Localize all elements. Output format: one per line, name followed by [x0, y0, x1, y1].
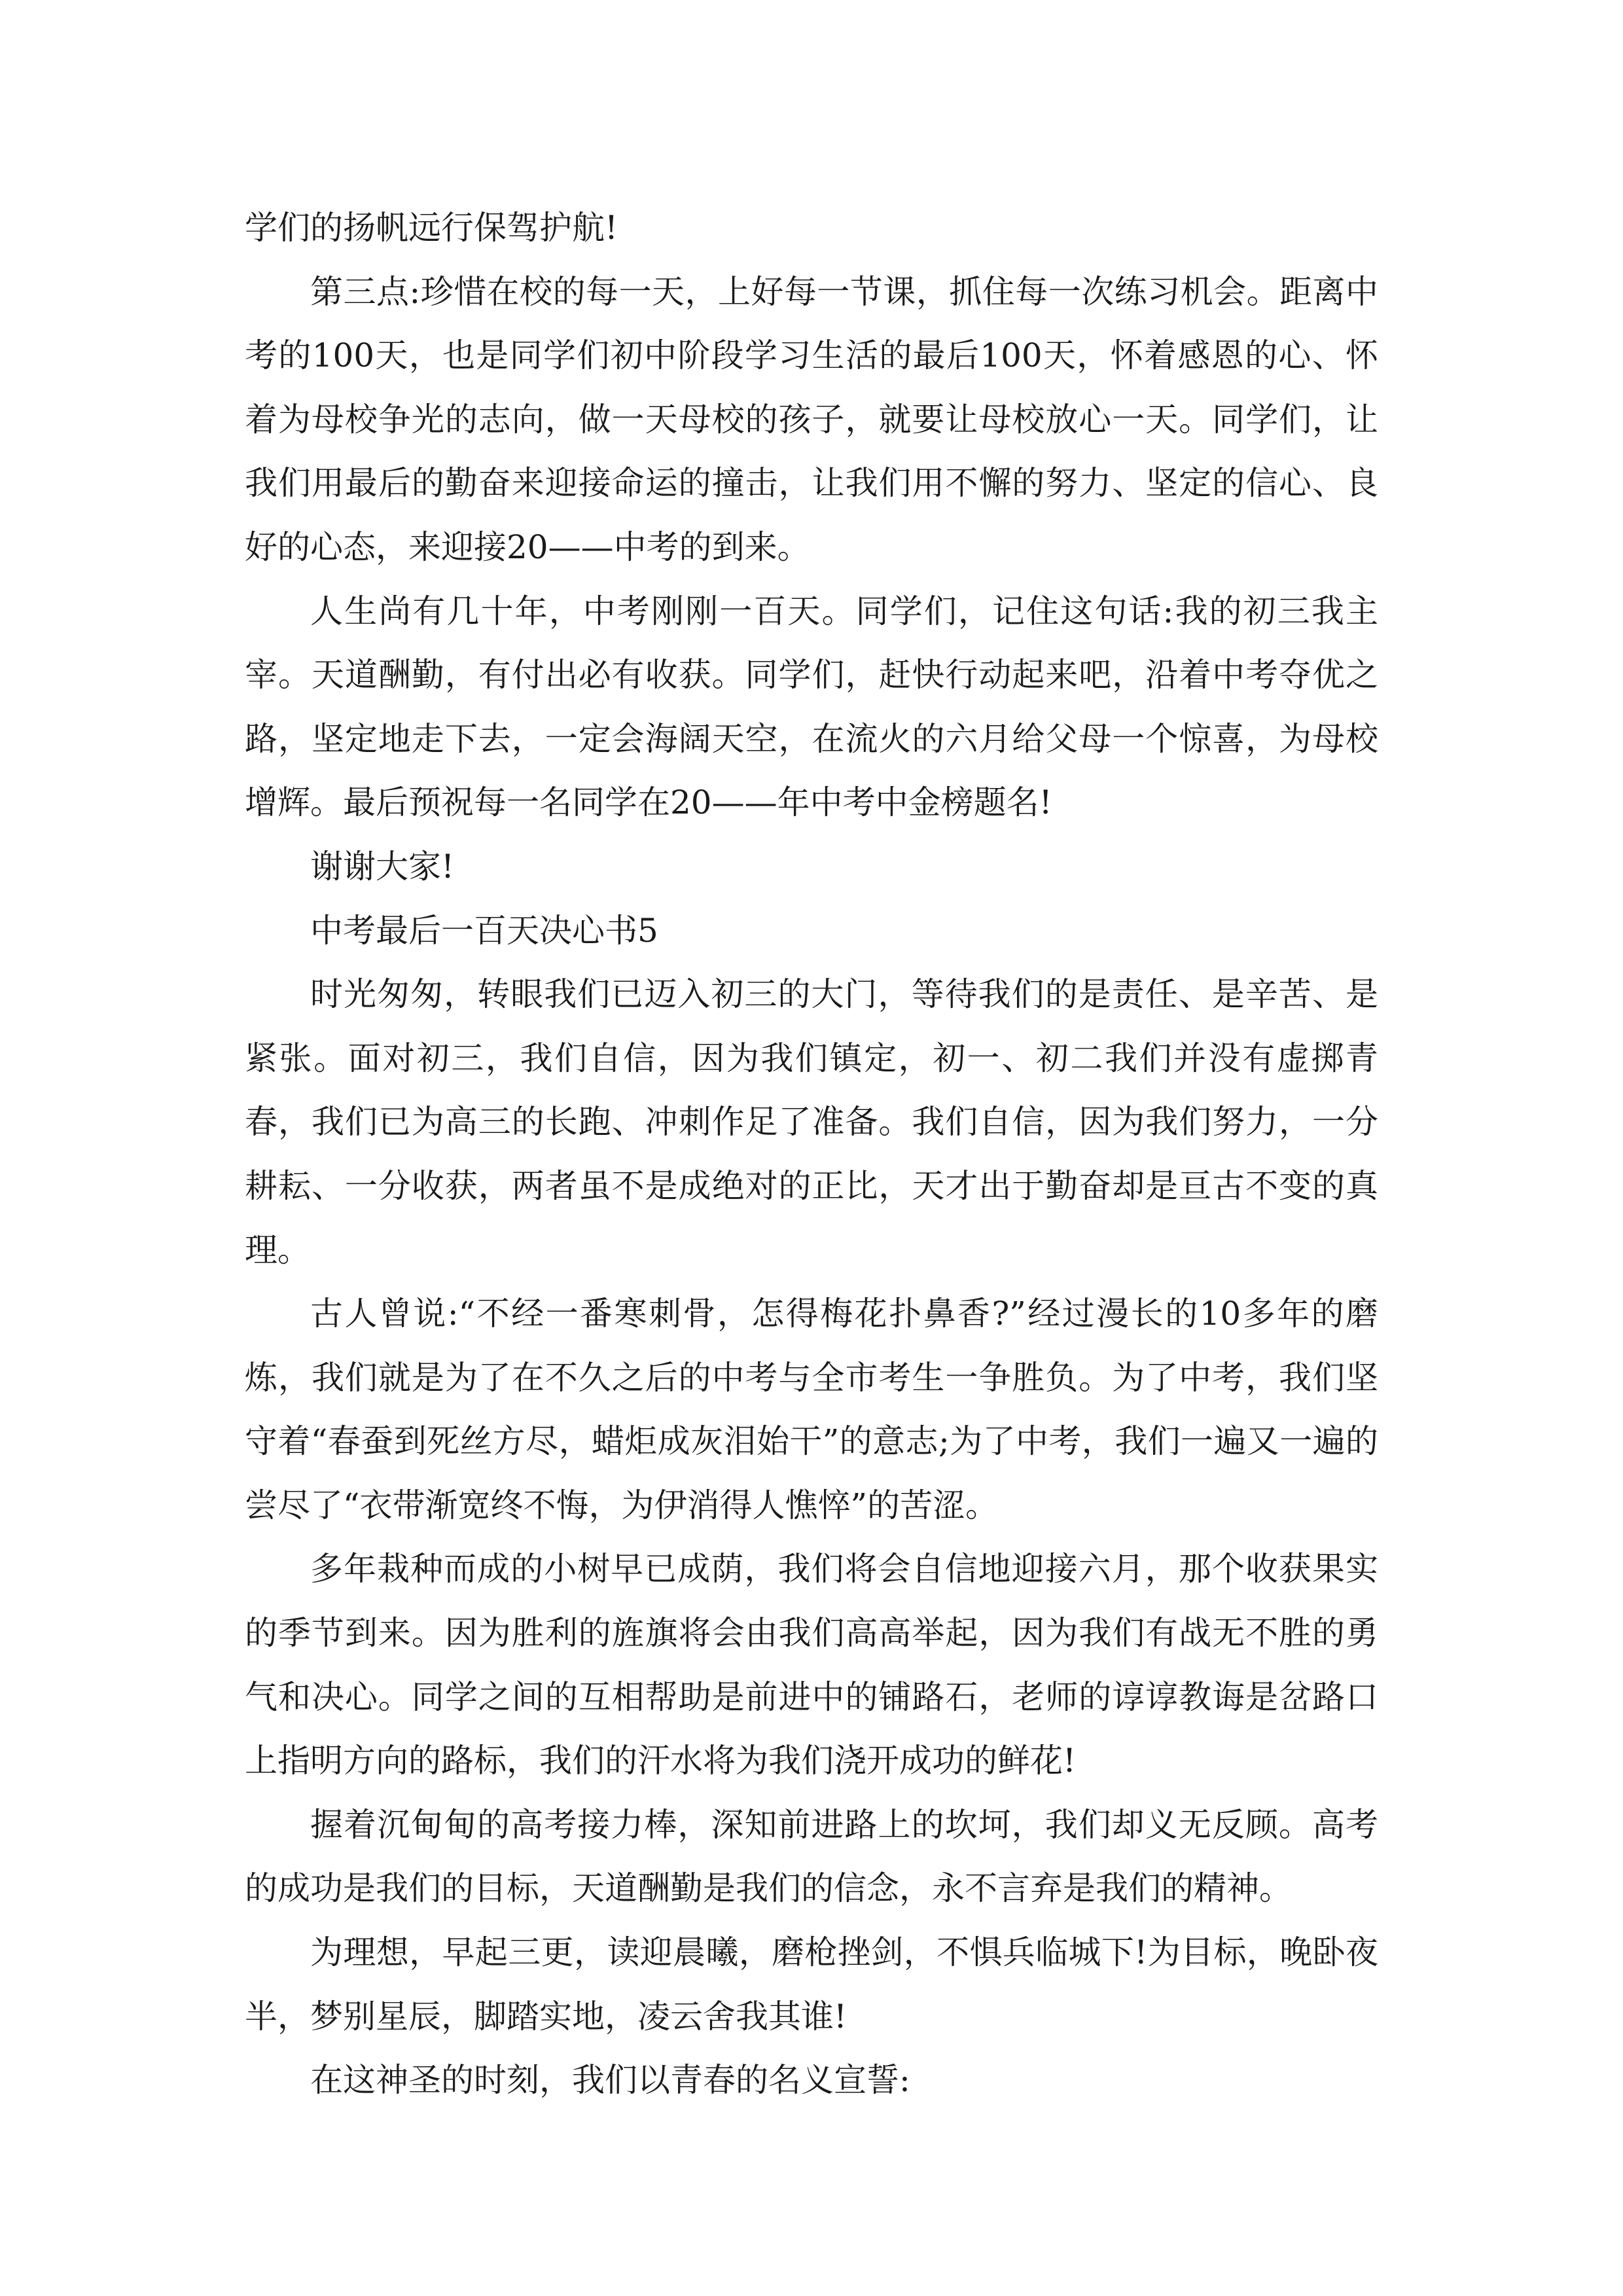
paragraph-relay-baton: 握着沉甸甸的高考接力棒，深知前进路上的坎坷，我们却义无反顾。高考的成功是我们的目标，天道酬勤是我们的信念，永不言弃是我们的精神。: [245, 1805, 1378, 1908]
paragraph-hundred-days: 人生尚有几十年，中考刚刚一百天。同学们，记住这句话:我的初三我主宰。天道酬勤，有付出必有收获。同学们，赶快行动起来吧，沿着中考夺优之路，坚定地走下去，一定会海阔天空，在流火的六月给父母一个惊喜，为母校增辉。最后预祝每一名同学在20——年中考中金榜题名!: [245, 592, 1378, 822]
document-body: [245, 196, 1378, 2113]
paragraph-time-flies: 时光匆匆，转眼我们已迈入初三的大门，等待我们的是责任、是辛苦、是紧张。面对初三，我们自信，因为我们镇定，初一、初二我们并没有虚掷青春，我们已为高三的长跑、冲刺作足了准备。我们自信，因为我们努力，一分耕耘、一分收获，两者虽不是成绝对的正比，天才出于勤奋却是亘古不变的真理。: [245, 975, 1378, 1269]
paragraph-continuation: 学们的扬帆远行保驾护航!: [245, 209, 618, 247]
paragraph-young-tree: 多年栽种而成的小树早已成荫，我们将会自信地迎接六月，那个收获果实的季节到来。因为胜利的旌旗将会由我们高高举起，因为我们有战无不胜的勇气和决心。同学之间的互相帮助是前进中的铺路石，老师的谆谆教诲是岔路口上指明方向的路标，我们的汗水将为我们浇开成功的鲜花!: [245, 1550, 1378, 1780]
paragraph-oath: 在这神圣的时刻，我们以青春的名义宣誓:: [310, 2061, 910, 2100]
paragraph-thanks: 谢谢大家!: [310, 847, 455, 886]
paragraph-point-three: 第三点:珍惜在校的每一天，上好每一节课，抓住每一次练习机会。距离中考的100天，也是同学们初中阶段学习生活的最后100天，怀着感恩的心、怀着为母校争光的志向，做一天母校的孩子，就要让母校放心一天。同学们，让我们用最后的勤奋来迎接命运的撞击，让我们用不懈的努力、坚定的信心、良好的心态，来迎接20——中考的到来。: [245, 272, 1378, 566]
paragraph-ideals: 为理想，早起三更，读迎晨曦，磨枪挫剑，不惧兵临城下!为目标，晚卧夜半，梦别星辰，脚踏实地，凌云舍我其谁!: [245, 1933, 1378, 2036]
paragraph-ancient-saying: 古人曾说:“不经一番寒刺骨，怎得梅花扑鼻香?”经过漫长的10多年的磨炼，我们就是为了在不久之后的中考与全市考生一争胜负。为了中考，我们坚守着“春蚕到死丝方尽，蜡炬成灰泪始干”的意志;为了中考，我们一遍又一遍的尝尽了“衣带渐宽终不悔，为伊消得人憔悴”的苦涩。: [245, 1295, 1378, 1524]
section-heading: 中考最后一百天决心书5: [310, 911, 658, 950]
